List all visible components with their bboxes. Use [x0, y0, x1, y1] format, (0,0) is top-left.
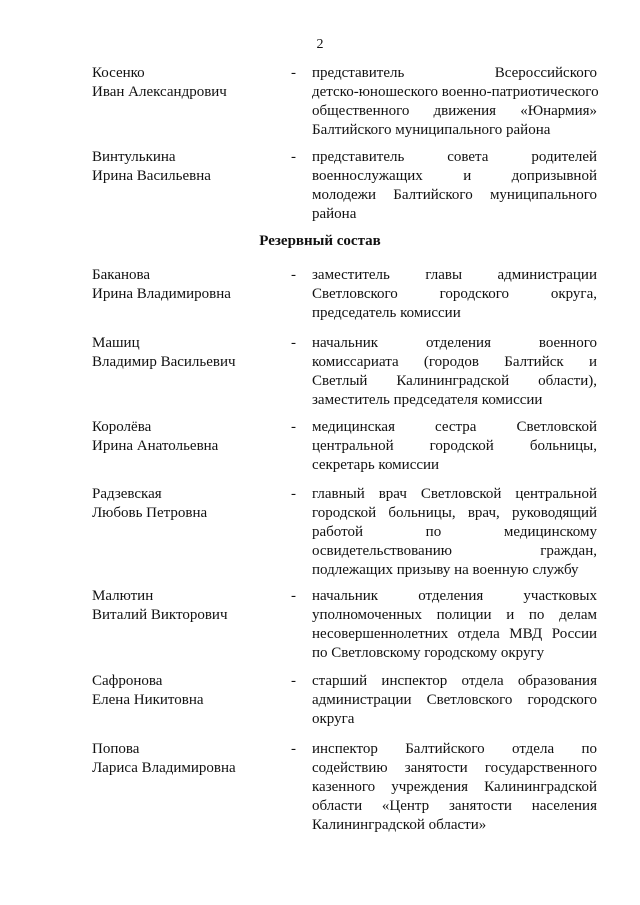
member-description: [312, 148, 597, 224]
description-line: Светлый Калининградской области),: [312, 373, 597, 389]
member-description: [312, 740, 597, 835]
member-given-name: Лариса Владимировна: [92, 760, 236, 776]
member-description: [312, 266, 597, 323]
description-line: администрации Светловского городского: [312, 692, 597, 708]
member-name: [92, 740, 277, 778]
description-line: комиссариата (городов Балтийск и: [312, 354, 597, 370]
description-line: работой по медицинскому: [312, 524, 597, 540]
member-given-name: Ирина Анатольевна: [92, 438, 219, 454]
dash-separator: -: [291, 486, 296, 502]
member-name: [92, 148, 277, 186]
description-line: содействию занятости государственного: [312, 760, 597, 776]
member-given-name: Ирина Владимировна: [92, 286, 231, 302]
description-line: освидетельствованию граждан,: [312, 543, 597, 559]
member-description: [312, 587, 597, 663]
description-line: подлежащих призыву на военную службу: [312, 562, 579, 578]
member-name: [92, 587, 277, 625]
description-line: несовершеннолетних отдела МВД России: [312, 626, 597, 642]
member-name: [92, 418, 277, 456]
member-surname: Винтулькина: [92, 149, 176, 165]
member-given-name: Ирина Васильевна: [92, 168, 211, 184]
member-name: [92, 672, 277, 710]
member-given-name: Елена Никитовна: [92, 692, 204, 708]
member-given-name: Иван Александрович: [92, 84, 227, 100]
description-line: медицинская сестра Светловской: [312, 419, 597, 435]
dash-separator: -: [291, 149, 296, 165]
member-name: [92, 266, 277, 304]
description-line: общественного движения «Юнармия»: [312, 103, 597, 119]
member-surname: Косенко: [92, 65, 145, 81]
description-line: председатель комиссии: [312, 305, 461, 321]
description-line: заместитель председателя комиссии: [312, 392, 543, 408]
member-description: [312, 485, 597, 580]
description-line: по Светловскому городскому округу: [312, 645, 545, 661]
member-given-name: Любовь Петровна: [92, 505, 208, 521]
member-description: [312, 334, 597, 410]
member-description: [312, 64, 597, 140]
description-line: уполномоченных полиции и по делам: [312, 607, 597, 623]
description-line: Балтийского муниципального района: [312, 122, 551, 138]
description-line: Светловского городского округа,: [312, 286, 597, 302]
page-number: 2: [316, 37, 324, 52]
member-name: [92, 485, 277, 523]
description-line: городской больницы, врач, руководящий: [312, 505, 597, 521]
member-description: [312, 418, 597, 475]
description-line: казенного учреждения Калининградской: [312, 779, 597, 795]
member-name: [92, 64, 277, 102]
description-line: начальник отделения военного: [312, 335, 597, 351]
description-line: района: [312, 206, 357, 222]
dash-separator: -: [291, 673, 296, 689]
description-line: заместитель главы администрации: [312, 267, 597, 283]
dash-separator: -: [291, 588, 296, 604]
dash-separator: -: [291, 741, 296, 757]
description-line: старший инспектор отдела образования: [312, 673, 597, 689]
member-description: [312, 672, 597, 729]
description-line: секретарь комиссии: [312, 457, 440, 473]
member-surname: Попова: [92, 741, 140, 757]
description-line: главный врач Светловской центральной: [312, 486, 597, 502]
description-line: молодежи Балтийского муниципального: [312, 187, 597, 203]
description-line: начальник отделения участковых: [312, 588, 597, 604]
section-title: Резервный состав: [259, 233, 381, 249]
description-line: представитель совета родителей: [312, 149, 597, 165]
dash-separator: -: [291, 65, 296, 81]
description-line: военнослужащих и допризывной: [312, 168, 597, 184]
member-name: [92, 334, 277, 372]
description-line: инспектор Балтийского отдела по: [312, 741, 597, 757]
dash-separator: -: [291, 419, 296, 435]
description-line: представитель Всероссийского: [312, 65, 597, 81]
member-surname: Малютин: [92, 588, 154, 604]
member-given-name: Владимир Васильевич: [92, 354, 236, 370]
description-line: области «Центр занятости населения: [312, 798, 597, 814]
member-surname: Сафронова: [92, 673, 163, 689]
description-line: округа: [312, 711, 355, 727]
description-line: детско-юношеского военно-патриотического: [312, 84, 599, 100]
member-surname: Машиц: [92, 335, 140, 351]
member-given-name: Виталий Викторович: [92, 607, 228, 623]
member-surname: Баканова: [92, 267, 151, 283]
dash-separator: -: [291, 267, 296, 283]
dash-separator: -: [291, 335, 296, 351]
member-surname: Королёва: [92, 419, 152, 435]
description-line: центральной городской больницы,: [312, 438, 597, 454]
member-surname: Радзевская: [92, 486, 162, 502]
description-line: Калининградской области»: [312, 817, 487, 833]
